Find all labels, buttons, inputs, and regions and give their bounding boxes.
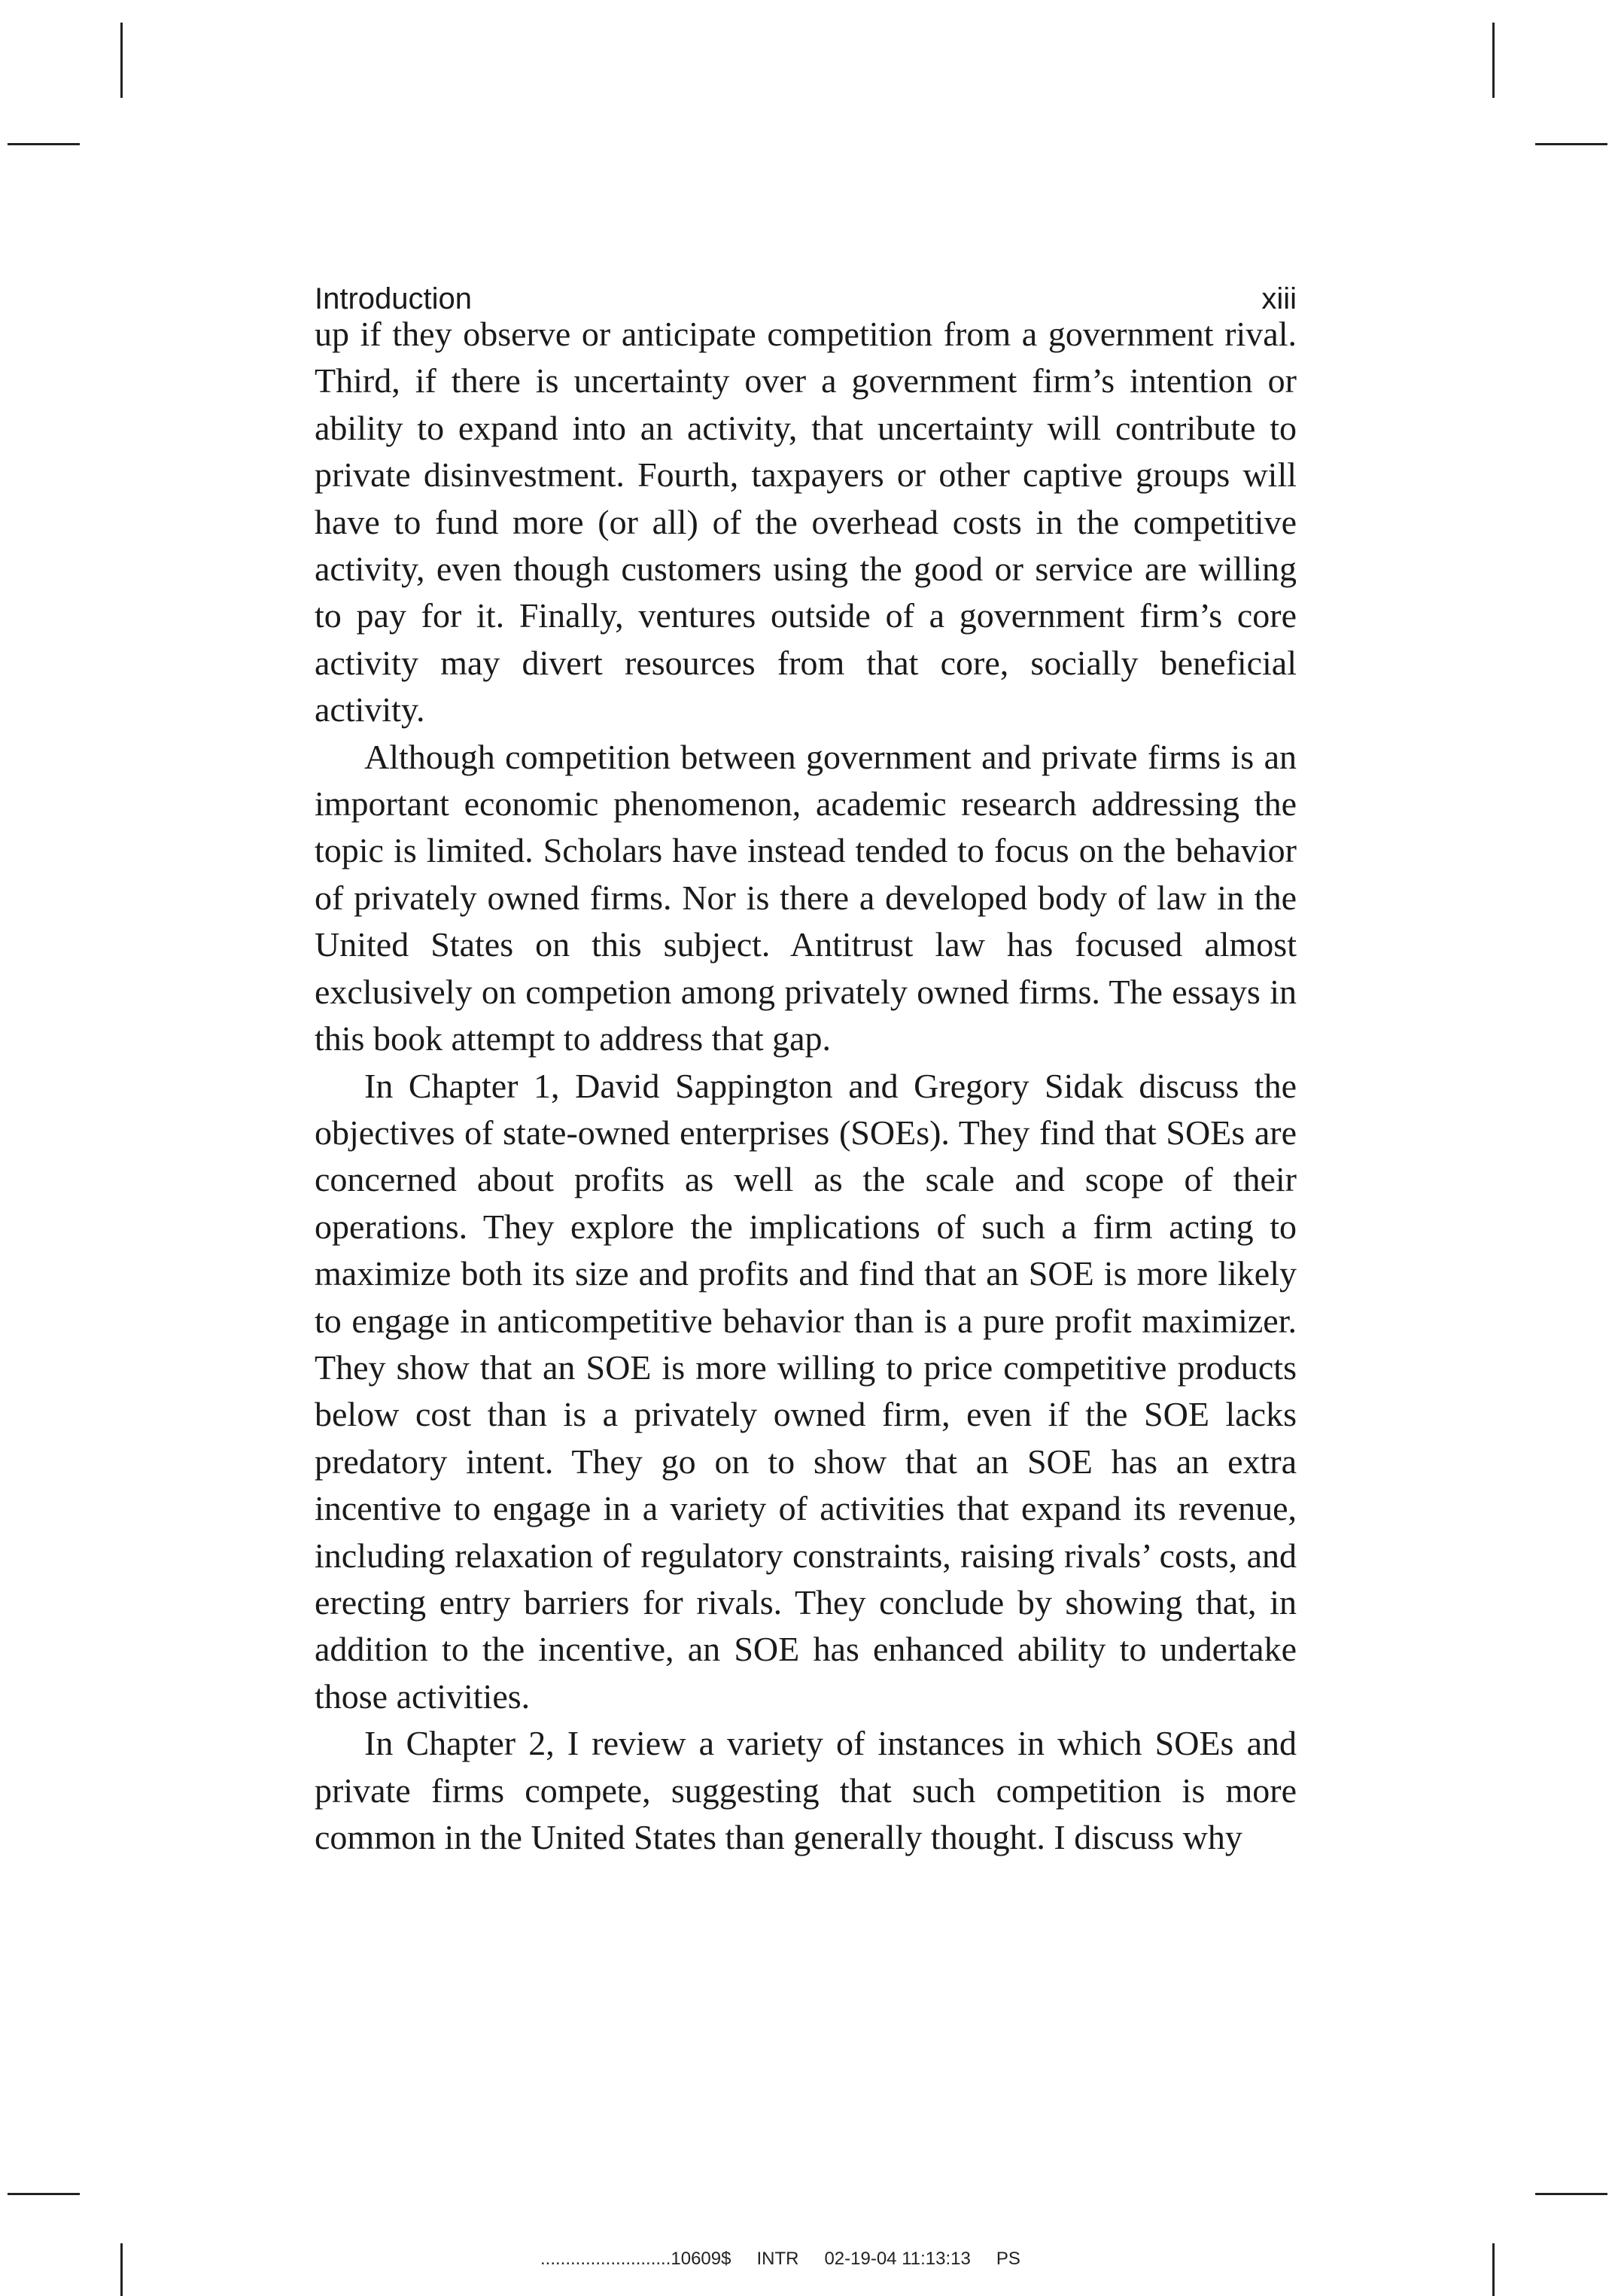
- slug-timestamp: 02-19-04 11:13:13: [824, 2249, 971, 2269]
- crop-mark-top-left-vertical: [120, 23, 123, 98]
- crop-mark-bottom-right-vertical: [1492, 2243, 1495, 2296]
- paragraph: Although competition between government and private firms is an important economic phenomenon, academic research addressing the topic is limited. Scholars have instead tended to focus on the behavior of privately owned firms. Nor is there a developed body of law in the United States on this subject. Antitrust law has focused almost exclusively on competion among privately owned firms. The essays in this book attempt to address that gap.: [315, 737, 1297, 1058]
- slug-job: ..........................10609$: [540, 2249, 731, 2269]
- printer-slug: [540, 2248, 1046, 2270]
- body-text: [315, 311, 1297, 1861]
- crop-mark-top-left-horizontal: [8, 143, 80, 145]
- running-head-section: Introduction: [315, 282, 473, 315]
- paragraph: In Chapter 2, I review a variety of instances in which SOEs and private firms compete, suggesting that such competition is more common in the United States than generally thought. I discuss why: [315, 1724, 1297, 1856]
- paragraph: In Chapter 1, David Sappington and Gregory Sidak discuss the objectives of state-owned enterprises (SOEs). They find that SOEs are concerned about profits as well as the scale and scope of their operations. They explore the implications of such a firm acting to maximize both its size and profits and find that an SOE is more likely to engage in anticompetitive behavior than is a pure profit maximizer. They show that an SOE is more willing to price competitive products below cost than is a privately owned firm, even if the SOE lacks predatory intent. They go on to show that an SOE has an extra incentive to engage in a variety of activities that expand its revenue, including relaxation of regulatory constraints, raising rivals’ costs, and erecting entry barriers for rivals. They conclude by showing that, in addition to the incentive, an SOE has enhanced ability to undertake those activities.: [315, 1066, 1297, 1716]
- page-number: xiii: [1261, 282, 1297, 315]
- crop-mark-bottom-left-horizontal: [8, 2193, 80, 2195]
- paragraph: up if they observe or anticipate competition from a government rival. Third, if there is uncertainty over a government firm’s intention or ability to expand into an activity, that uncertainty will contribute to private disinvestment. Fourth, taxpayers or other captive groups will have to fund more (or all) of the overhead costs in the competitive activity, even though customers using the good or service are willing to pay for it. Finally, ventures outside of a government firm’s core activity may divert resources from that core, socially beneficial activity.: [315, 315, 1297, 729]
- crop-mark-bottom-right-horizontal: [1535, 2193, 1607, 2195]
- crop-mark-top-right-horizontal: [1535, 143, 1607, 145]
- crop-mark-top-right-vertical: [1492, 23, 1495, 98]
- crop-mark-bottom-left-vertical: [120, 2243, 123, 2296]
- slug-section-code: INTR: [756, 2249, 799, 2269]
- slug-code: PS: [996, 2249, 1020, 2269]
